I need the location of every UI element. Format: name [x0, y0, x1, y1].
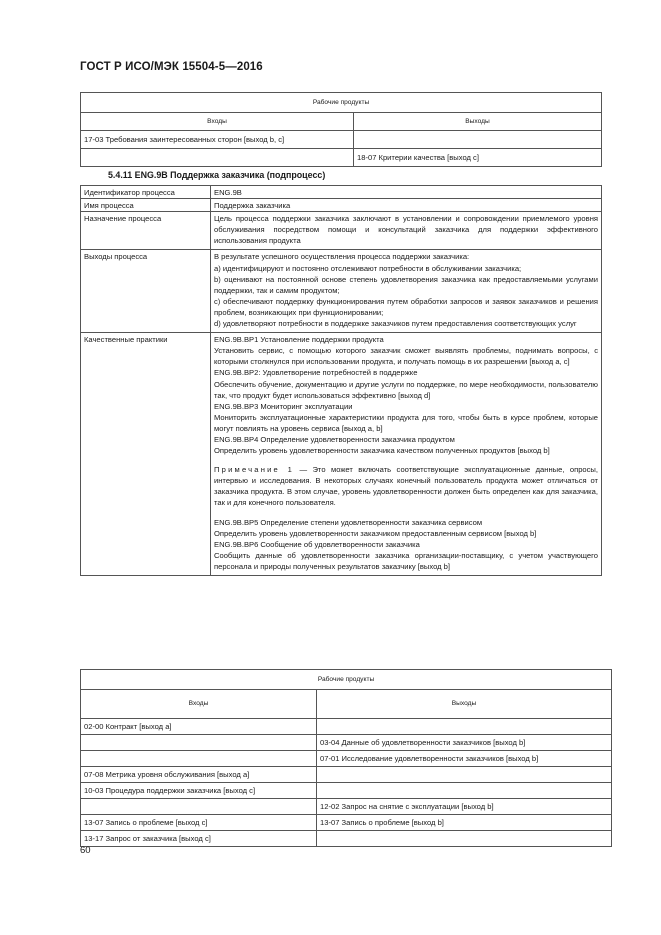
practice-text: Определить уровень удовлетворенности заказчиком предоставленным сервисом [выход b] [214, 528, 537, 538]
table-row [81, 250, 602, 333]
page-number: 60 [80, 845, 91, 856]
output-cell [317, 783, 612, 799]
note-text: — Это может включать соответствующие эксплуатационные данные, опросы, интервью и исследования. В некоторых случаях конечный пользователь продукта может отличаться от заказчика продукта. В этом случае, уровень удовлетворенности должен быть определен как для заказчика, так и для конечного пользователя. [214, 465, 599, 508]
input-cell [81, 799, 317, 815]
practice-text: Мониторить эксплуатационные характеристики продукта для того, чтобы быть в курсе проблем, которые могут повлиять на уровень сервиса [выход a, b] [214, 412, 598, 433]
input-cell: 02-00 Контракт [выход a] [81, 719, 317, 735]
work-products-caption: Рабочие продукты [81, 670, 612, 690]
note-label: Примечание 1 [214, 465, 295, 475]
inputs-column-header: Входы [81, 113, 354, 131]
output-cell [317, 767, 612, 783]
practice-text: Сообщить данные об удовлетворенности заказчика организации-поставщику, с учетом участвующего персонала и природы полученных результатов заказчику [выход b] [214, 550, 598, 571]
process-id-label: Идентификатор процесса [81, 186, 211, 199]
document-header: ГОСТ Р ИСО/МЭК 15504-5—2016 [80, 61, 263, 73]
practice-text: Установить сервис, с помощью которого заказчик сможет выявлять проблемы, поднимать вопросы, с которыми столкнулся при использовании продукта, и получать помощь в их разрешении [выход a, c] [214, 346, 598, 367]
outcome-item: d) удовлетворяют потребности в поддержке заказчиков путем предоставления соответствующих услуг [214, 319, 577, 329]
output-cell [317, 719, 612, 735]
table-row [81, 199, 602, 212]
outcome-item: a) идентифицируют и постоянно отслеживают потребности в обслуживании заказчика; [214, 263, 522, 273]
output-cell: 03-04 Данные об удовлетворенности заказчиков [выход b] [317, 735, 612, 751]
practice-title: ENG.9B.BP4 Определение удовлетворенности заказчика продуктом [214, 434, 455, 444]
work-products-table-bottom [80, 669, 612, 847]
table-row [81, 333, 602, 576]
output-cell: 18-07 Критерии качества [выход c] [354, 149, 602, 167]
practice-title: ENG.9B.BP1 Установление поддержки продукта [214, 335, 384, 345]
table-row [81, 799, 612, 815]
practice-note [214, 464, 598, 508]
outcome-item: c) обеспечивают поддержку функционирования путем обработки запросов и заявок заказчиков и решения проблем, возникающих при функционировании; [214, 296, 598, 317]
section-title: 5.4.11 ENG.9B Поддержка заказчика (подпроцесс) [108, 170, 326, 180]
output-cell: 13-07 Запись о проблеме [выход b] [317, 815, 612, 831]
process-name-label: Имя процесса [81, 199, 211, 212]
process-practices-label: Качественные практики [81, 333, 211, 576]
table-row [81, 767, 612, 783]
process-outcomes-value [211, 250, 602, 333]
work-products-table-top [80, 92, 602, 167]
practice-title: ENG.9B.BP3 Мониторинг эксплуатации [214, 401, 353, 411]
practice-title: ENG.9B.BP5 Определение степени удовлетворенности заказчика сервисом [214, 517, 483, 527]
output-cell: 07-01 Исследование удовлетворенности заказчиков [выход b] [317, 751, 612, 767]
input-cell: 10-03 Процедура поддержки заказчика [выход c] [81, 783, 317, 799]
input-cell: 13-07 Запись о проблеме [выход c] [81, 815, 317, 831]
input-cell: 13-17 Запрос от заказчика [выход c] [81, 831, 317, 847]
practice-title: ENG.9B.BP6 Сообщение об удовлетворенности заказчика [214, 539, 420, 549]
process-name-value: Поддержка заказчика [211, 199, 602, 212]
work-products-caption: Рабочие продукты [81, 93, 602, 113]
input-cell [81, 751, 317, 767]
table-row [81, 783, 612, 799]
input-cell: 07-08 Метрика уровня обслуживания [выход a] [81, 767, 317, 783]
process-practices-value [211, 333, 602, 576]
table-row [81, 719, 612, 735]
table-row [81, 735, 612, 751]
output-cell [317, 831, 612, 847]
table-row [81, 751, 612, 767]
table-row [81, 815, 612, 831]
input-cell: 17-03 Требования заинтересованных сторон [выход b, c] [81, 131, 354, 149]
process-table [80, 185, 602, 576]
practice-text: Определить уровень удовлетворенности заказчика качеством полученных продуктов [выход b] [214, 446, 550, 456]
process-outcomes-label: Выходы процесса [81, 250, 211, 333]
outputs-column-header: Выходы [354, 113, 602, 131]
table-row [81, 831, 612, 847]
outcome-item: b) оценивают на постоянной основе степень удовлетворения заказчика как предоставляемыми услугами поддержки, так и самим продуктом; [214, 274, 598, 295]
practice-text: Обеспечить обучение, документацию и другие услуги по поддержке, по мере необходимости, пользователю так, что продукт будет использоваться эффективно [выход d] [214, 379, 598, 400]
input-cell [81, 735, 317, 751]
table-row [81, 212, 602, 250]
process-purpose-label: Назначение процесса [81, 212, 211, 250]
outputs-column-header: Выходы [317, 690, 612, 719]
output-cell: 12-02 Запрос на снятие с эксплуатации [выход b] [317, 799, 612, 815]
process-id-value: ENG.9B [211, 186, 602, 199]
process-purpose-value: Цель процесса поддержки заказчика заключают в установлении и сопровождении приемлемого уровня обслуживания посредством помощи и консультаций заказчика для поддержки эффективного использования продукта [211, 212, 602, 250]
outcome-item: В результате успешного осуществления процесса поддержки заказчика: [214, 252, 470, 262]
output-cell [354, 131, 602, 149]
inputs-column-header: Входы [81, 690, 317, 719]
practice-title: ENG.9B.BP2: Удовлетворение потребностей в поддержке [214, 368, 418, 378]
input-cell [81, 149, 354, 167]
table-row [81, 186, 602, 199]
